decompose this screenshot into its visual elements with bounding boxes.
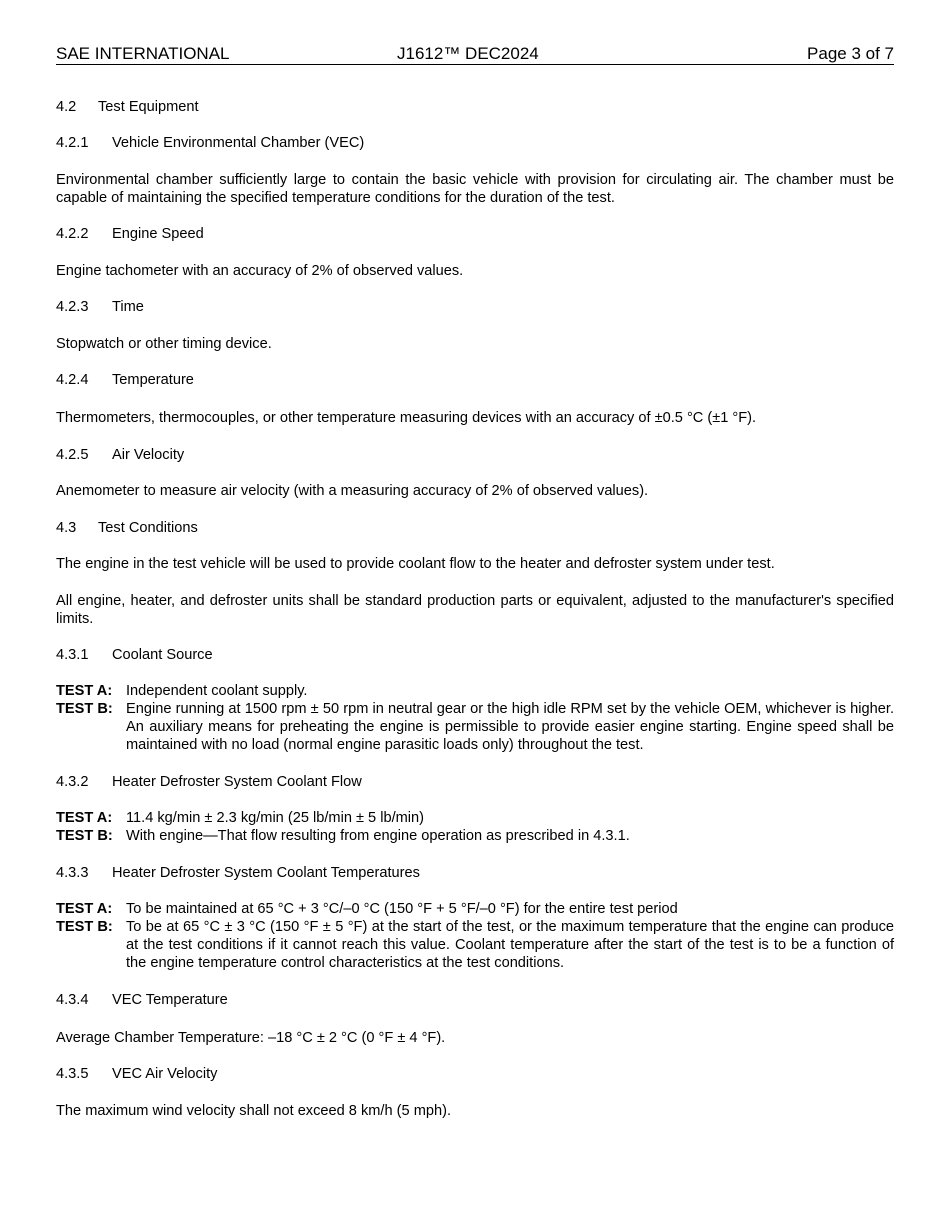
section-number: 4.3.2 — [56, 774, 89, 790]
section-4-2-1-body: Environmental chamber sufficiently large to contain the basic vehicle with provision for circulating air. The chamber must be capable of maintaining the specified temperature conditions for the duration of the test. — [56, 172, 894, 206]
section-4-3-2-test-b — [56, 827, 894, 845]
test-label: TEST A: — [56, 810, 113, 826]
section-4-2-1-heading — [56, 134, 894, 152]
test-label: TEST A: — [56, 901, 113, 917]
section-title: Heater Defroster System Coolant Flow — [112, 774, 362, 790]
test-text: Independent coolant supply. — [126, 683, 308, 699]
section-4-3-4-body: Average Chamber Temperature: –18 °C ± 2 °C (0 °F ± 4 °F). — [56, 1030, 446, 1046]
section-4-3-1-test-b — [56, 700, 894, 754]
section-title: Engine Speed — [112, 226, 204, 242]
section-number: 4.2.2 — [56, 226, 89, 242]
section-number: 4.2.5 — [56, 447, 89, 463]
section-number: 4.3.3 — [56, 865, 89, 881]
section-4-2-2-body: Engine tachometer with an accuracy of 2% of observed values. — [56, 263, 464, 279]
section-4-3-3-heading — [56, 864, 894, 882]
section-title: Heater Defroster System Coolant Temperatures — [112, 865, 420, 881]
section-number: 4.3.5 — [56, 1066, 89, 1082]
section-number: 4.2.4 — [56, 372, 89, 388]
section-title: VEC Air Velocity — [112, 1066, 218, 1082]
section-4-2-heading — [56, 98, 894, 116]
section-4-2-3-body: Stopwatch or other timing device. — [56, 336, 272, 352]
section-4-2-3-heading — [56, 298, 894, 316]
section-number: 4.3 — [56, 520, 77, 536]
section-number: 4.3.1 — [56, 647, 89, 663]
section-4-3-3-test-b — [56, 918, 894, 972]
header-doc-id: J1612™ DEC2024 — [397, 44, 539, 63]
section-4-3-1-heading — [56, 646, 894, 664]
section-number: 4.2.1 — [56, 135, 89, 151]
test-text: With engine—That flow resulting from engine operation as prescribed in 4.3.1. — [126, 828, 630, 844]
section-4-2-5-heading — [56, 446, 894, 464]
page-header — [56, 44, 894, 65]
section-4-2-5-body: Anemometer to measure air velocity (with a measuring accuracy of 2% of observed values). — [56, 483, 649, 499]
section-title: Coolant Source — [112, 647, 213, 663]
section-4-3-2-heading — [56, 773, 894, 791]
section-number: 4.2.3 — [56, 299, 89, 315]
test-text: Engine running at 1500 rpm ± 50 rpm in neutral gear or the high idle RPM set by the vehicle OEM, whichever is higher. An auxiliary means for preheating the engine is permissible to provide easier engine starting. Engine speed shall be maintained with no load (normal engine parasitic loads only) throughout the test. — [126, 701, 894, 753]
section-4-3-5-heading — [56, 1065, 894, 1083]
test-text: 11.4 kg/min ± 2.3 kg/min (25 lb/min ± 5 lb/min) — [126, 810, 425, 826]
test-label: TEST B: — [56, 828, 113, 844]
section-title: VEC Temperature — [112, 992, 228, 1008]
section-number: 4.3.4 — [56, 992, 89, 1008]
section-4-3-2-test-a — [56, 809, 894, 827]
section-title: Test Conditions — [98, 520, 198, 536]
section-4-3-5-body: The maximum wind velocity shall not exceed 8 km/h (5 mph). — [56, 1103, 451, 1119]
section-4-2-2-heading — [56, 225, 894, 243]
section-title: Test Equipment — [98, 99, 199, 115]
section-4-3-body-2: All engine, heater, and defroster units shall be standard production parts or equivalent, adjusted to the manufacturer's specified limits. — [56, 593, 894, 627]
section-4-2-4-heading — [56, 371, 894, 389]
test-text: To be maintained at 65 °C + 3 °C/–0 °C (150 °F + 5 °F/–0 °F) for the entire test period — [126, 901, 678, 917]
section-number: 4.2 — [56, 99, 77, 115]
test-label: TEST B: — [56, 701, 113, 717]
section-4-2-4-body: Thermometers, thermocouples, or other temperature measuring devices with an accuracy of ±0.5 °C (±1 °F). — [56, 410, 757, 426]
test-label: TEST A: — [56, 683, 113, 699]
section-title: Vehicle Environmental Chamber (VEC) — [112, 135, 365, 151]
test-text: To be at 65 °C ± 3 °C (150 °F ± 5 °F) at the start of the test, or the maximum temperature that the engine can produce at the test conditions if it cannot reach this value. Coolant temperature after the start of the test is to be a function of the engine temperature control characteristics at the test conditions. — [126, 919, 894, 971]
test-label: TEST B: — [56, 919, 113, 935]
section-4-3-4-heading — [56, 991, 894, 1009]
section-4-3-3-test-a — [56, 900, 894, 918]
section-4-3-heading — [56, 519, 894, 537]
section-4-3-1-test-a — [56, 682, 894, 700]
section-title: Air Velocity — [112, 447, 185, 463]
header-org: SAE INTERNATIONAL — [56, 44, 230, 63]
section-title: Time — [112, 299, 144, 315]
header-page-number: Page 3 of 7 — [807, 44, 894, 63]
section-4-3-body-1: The engine in the test vehicle will be used to provide coolant flow to the heater and defroster system under test. — [56, 556, 775, 572]
section-title: Temperature — [112, 372, 194, 388]
